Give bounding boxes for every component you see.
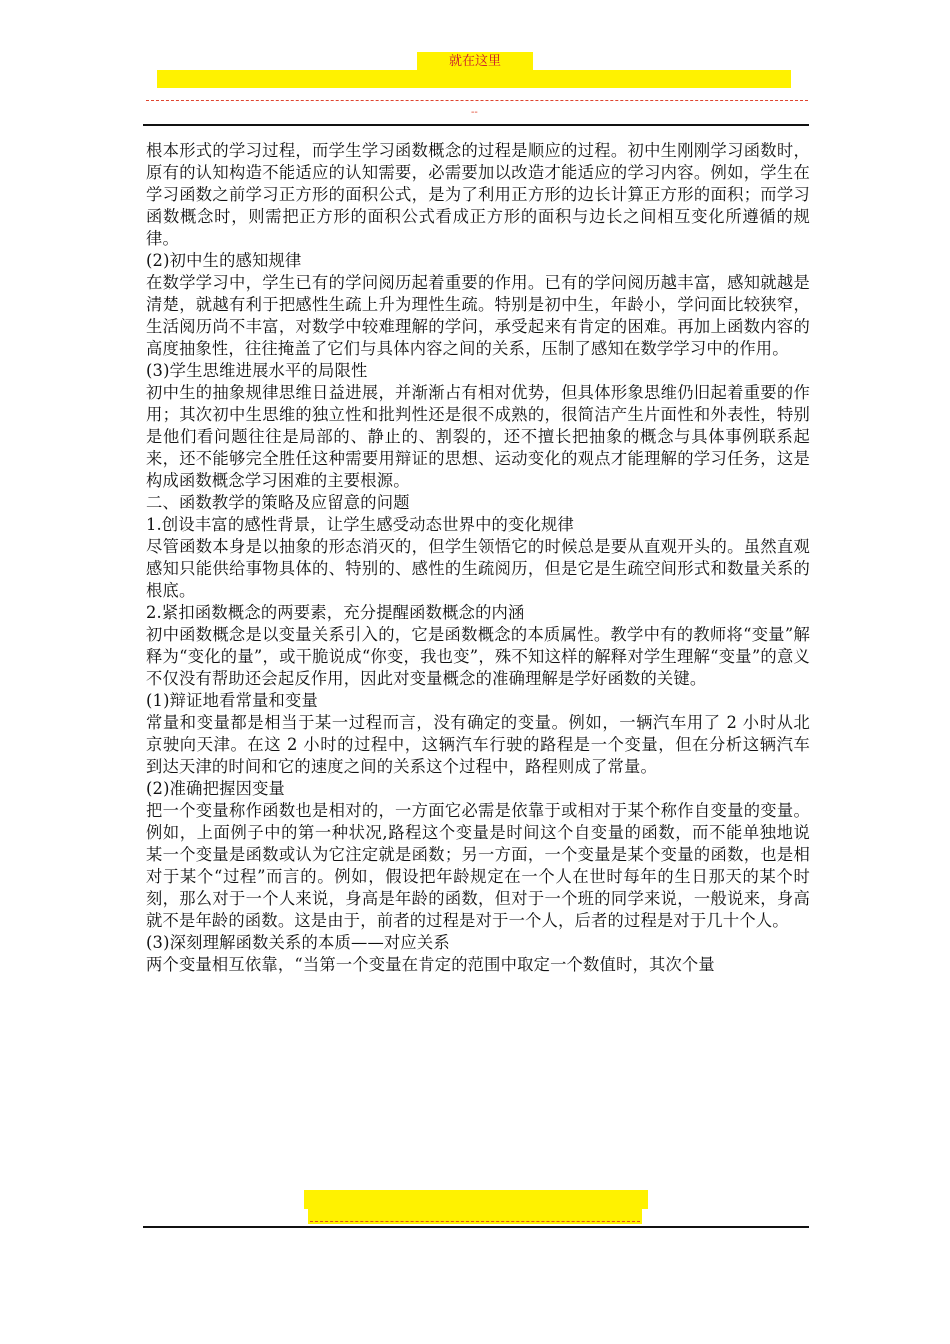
section-heading: 二、函数教学的策略及应留意的问题 [146,493,410,512]
paragraph: 把一个变量称作函数也是相对的，一方面它必需是依靠于或相对于某个称作自变量的变量。例如，上面例子中的第一种状况,路程这个变量是时间这个自变量的函数，而不能单独地说某一个变量是函数或认为它注定就是函数；另一方面，一个变量是某个变量的函数，也是相对于某个“过程”而言的。例如，假设把年龄规定在一个人在世时每年的生日那天的某个时刻，那么对于一个人来说，身高是年龄的函数，但对于一个班的同学来说，一般说来，身高就不是年龄的函数。这是由于，前者的过程是对于一个人，后者的过程是对于几十个人。 [146,801,810,930]
header-tab: 就在这里 [417,52,533,72]
paragraph: 初中函数概念是以变量关系引入的，它是函数概念的本质属性。教学中有的教师将“变量”解释为“变化的量”，或干脆说成“你变，我也变”，殊不知这样的解释对学生理解“变量”的意义不仅没有帮助还会起反作用，因此对变量概念的准确理解是学好函数的关键。 [146,625,810,688]
paragraph: 常量和变量都是相当于某一过程而言，没有确定的变量。例如，一辆汽车用了 2 小时从北京驶向天津。在这 2 小时的过程中，这辆汽车行驶的路程是一个变量，但在分析这辆汽车到达天津的时间和它的速度之间的关系这个过程中，路程则成了常量。 [146,713,810,776]
section-heading: 1.创设丰富的感性背景，让学生感受动态世界中的变化规律 [146,515,574,534]
paragraph: 在数学学习中，学生已有的学问阅历起着重要的作用。已有的学问阅历越丰富，感知就越是清楚，就越有利于把感性生疏上升为理性生疏。特别是初中生，年龄小，学问面比较狭窄，生活阅历尚不丰富，对数学中较难理解的学问，承受起来有肯定的困难。再加上函数内容的高度抽象性，往往掩盖了它们与具体内容之间的关系，压制了感知在数学学习中的作用。 [146,273,810,358]
footer-highlight-bar [304,1190,648,1209]
header-dashed-line [146,100,808,101]
section-heading: (3)学生思维进展水平的局限性 [146,361,368,380]
header-highlight-bar [157,70,791,88]
section-heading: (2)准确把握因变量 [146,779,286,798]
section-heading: (2)初中生的感知规律 [146,251,302,270]
section-heading: (3)深刻理解函数关系的本质——对应关系 [146,933,450,952]
paragraph: 两个变量相互依靠，“当第一个变量在肯定的范围中取定一个数值时，其次个量 [146,955,715,974]
header-dash-tail: -- [471,107,478,118]
footer-rule [143,1226,809,1228]
paragraph: 尽管函数本身是以抽象的形态消灭的，但学生领悟它的时候总是要从直观开头的。虽然直观感知只能供给事物具体的、特别的、感性的生疏阅历，但是它是生疏空间形式和数量关系的根底。 [146,537,810,600]
section-heading: 2.紧扣函数概念的两要素，充分提醒函数概念的内涵 [146,603,525,622]
header-rule [143,124,809,126]
paragraph: 根本形式的学习过程，而学生学习函数概念的过程是顺应的过程。初中生刚刚学习函数时，原有的认知构造不能适应的认知需要，必需要加以改造才能适应的学习内容。例如，学生在学习函数之前学习正方形的面积公式，是为了利用正方形的边长计算正方形的面积；而学习函数概念时，则需把正方形的面积公式看成正方形的面积与边长之间相互变化所遵循的规律。 [146,141,810,248]
footer-dashed-line [310,1221,640,1222]
paragraph: 初中生的抽象规律思维日益进展，并渐渐占有相对优势，但具体形象思维仍旧起着重要的作用；其次初中生思维的独立性和批判性还是很不成熟的，很简洁产生片面性和外表性，特别是他们看问题往往是局部的、静止的、割裂的，还不擅长把抽象的概念与具体事例联系起来，还不能够完全胜任这种需要用辩证的思想、运动变化的观点才能理解的学习任务，这是构成函数概念学习困难的主要根源。 [146,383,810,490]
document-body [146,140,810,976]
section-heading: (1)辩证地看常量和变量 [146,691,318,710]
